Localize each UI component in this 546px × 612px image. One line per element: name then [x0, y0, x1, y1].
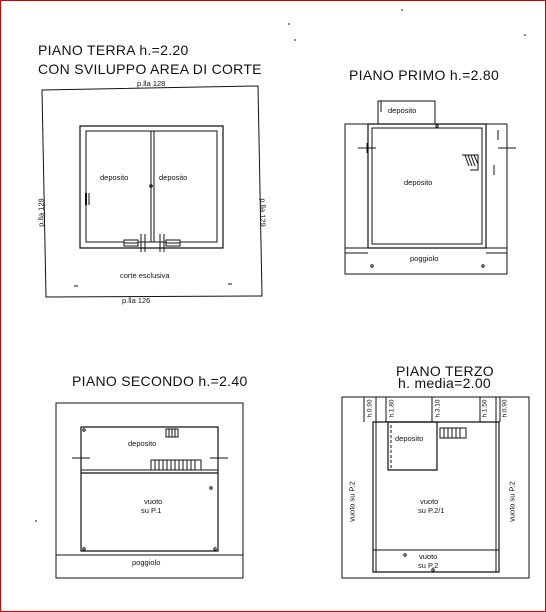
first-floor-plan	[345, 101, 516, 274]
first-top-room-label: deposito	[388, 106, 417, 115]
second-floor-plan	[56, 403, 243, 578]
second-void-line2: su P.1	[141, 506, 162, 515]
second-void-line1: vuoto	[144, 497, 163, 506]
ground-floor-plan	[42, 86, 262, 297]
parcel-right-label: p.lla 129	[258, 198, 268, 227]
third-void-bottom-line1: vuoto	[419, 552, 438, 561]
third-void-right-label: vuoto su P.2	[507, 481, 517, 522]
third-floor-plan	[342, 397, 529, 578]
third-floor-subtitle: h. media=2.00	[398, 375, 492, 391]
second-stair-top	[166, 429, 178, 437]
ground-floor-title: PIANO TERRA h.=2.20	[38, 42, 189, 58]
third-void-center-line1: vuoto	[420, 497, 439, 506]
first-balcony-label: poggiolo	[410, 254, 439, 263]
third-floor-title: PIANO TERZO	[396, 363, 494, 379]
second-balcony-label: poggiolo	[132, 558, 161, 567]
height-mark-5: h.0.90	[501, 399, 509, 418]
third-void-center-line2: su P.2/1	[418, 506, 445, 515]
first-floor-title: PIANO PRIMO h.=2.80	[349, 67, 500, 83]
first-stair	[462, 155, 478, 170]
height-mark-1: h.0.90	[366, 399, 374, 418]
courtyard-label: corte esclusiva	[120, 271, 170, 280]
first-main-room-label: deposito	[404, 178, 433, 187]
height-mark-2: h.1.80	[388, 399, 396, 418]
second-stair-mid	[151, 460, 201, 470]
second-floor-title: PIANO SECONDO h.=2.40	[72, 373, 248, 389]
second-room-label: deposito	[128, 439, 157, 448]
third-room-label: deposito	[395, 434, 424, 443]
third-void-bottom-line2: su P.2	[418, 561, 439, 570]
third-stair	[440, 428, 466, 438]
parcel-bottom-label: p.lla 126	[122, 296, 151, 305]
ground-room-left-label: deposito	[100, 173, 129, 182]
third-void-left-label: vuoto su P.2	[347, 481, 357, 522]
height-mark-4: h.1.50	[481, 399, 489, 418]
height-mark-3: h.3.10	[434, 399, 442, 418]
third-storage-room	[388, 422, 437, 470]
ground-floor-subtitle: CON SVILUPPO AREA DI CORTE	[38, 61, 262, 77]
parcel-top-label: p.lla 128	[137, 79, 166, 88]
courtyard-boundary	[42, 86, 262, 297]
first-outer-boundary	[345, 124, 507, 274]
third-outer-boundary	[342, 397, 529, 578]
ground-room-right-label: deposito	[159, 173, 188, 182]
parcel-left-label: p.lla 129	[36, 198, 46, 227]
